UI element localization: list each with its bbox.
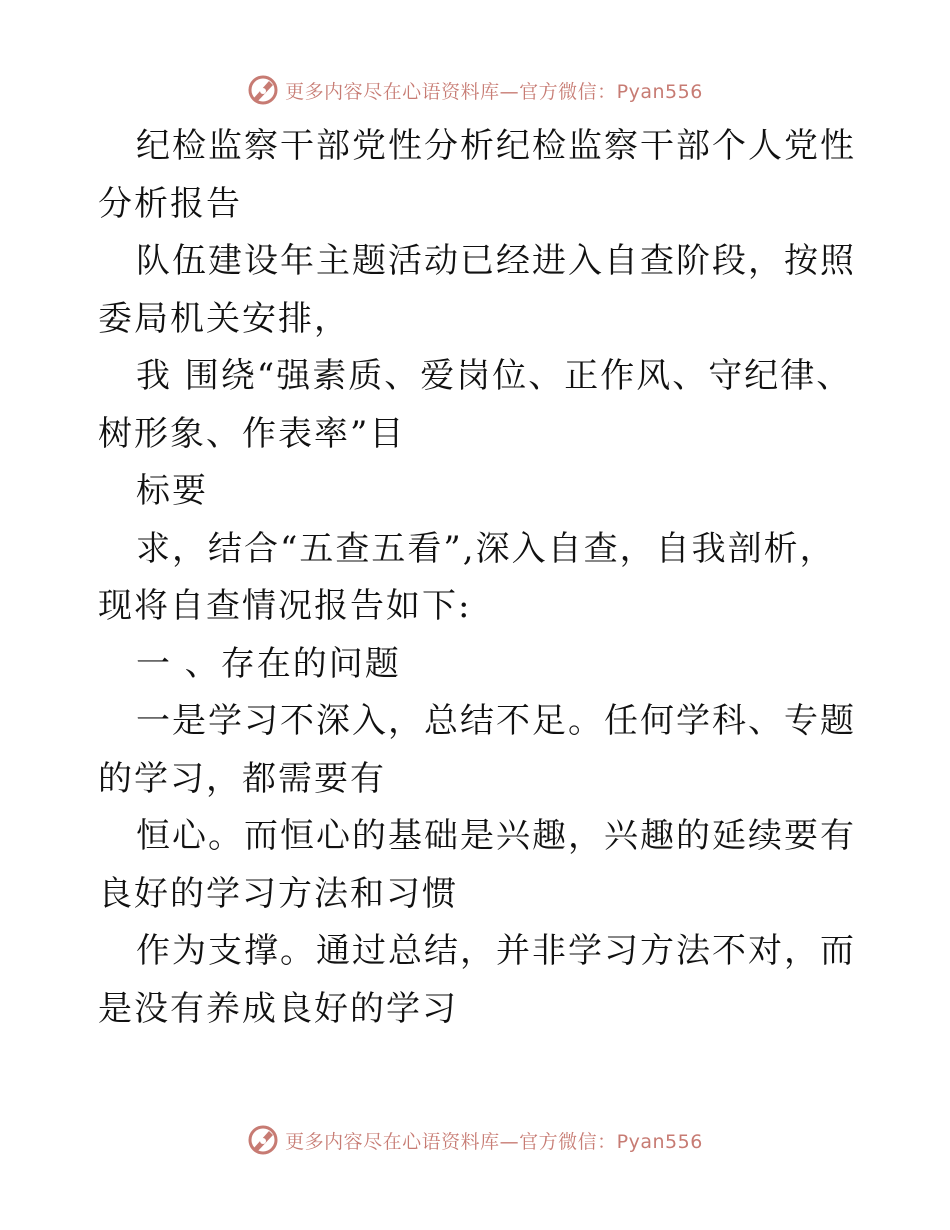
pen-circle-logo-icon: [247, 1124, 279, 1156]
watermark-text: 更多内容尽在心语资料库—官方微信：Pyan556: [285, 80, 703, 103]
paragraph: 作为支撑。通过总结，并非学习方法不对，而是没有养成良好的学习: [98, 931, 856, 1029]
document-body: [98, 118, 858, 1038]
paragraph: 一是学习不深入，总结不足。任何学科、专题的学习，都需要有: [98, 701, 856, 799]
watermark-text: 更多内容尽在心语资料库—官方微信：Pyan556: [285, 1130, 703, 1153]
section-heading: 一 、存在的问题: [136, 643, 401, 684]
pen-circle-logo-icon: [247, 74, 279, 106]
paragraph-title: 纪检监察干部党性分析纪检监察干部个人党性分析报告: [98, 126, 856, 224]
footer-watermark: [0, 1120, 950, 1160]
header-watermark: [0, 70, 950, 110]
paragraph: 恒心。而恒心的基础是兴趣，兴趣的延续要有良好的学习方法和习惯: [98, 816, 856, 914]
paragraph: 我 围绕“强素质、爱岗位、正作风、守纪律、树形象、作表率”目: [98, 356, 853, 454]
paragraph: 求，结合“五查五看”,深入自查，自我剖析，现将自查情况报告如下:: [98, 528, 836, 626]
paragraph: 队伍建设年主题活动已经进入自查阶段，按照委局机关安排，: [98, 241, 856, 339]
paragraph: 标要: [136, 471, 208, 511]
